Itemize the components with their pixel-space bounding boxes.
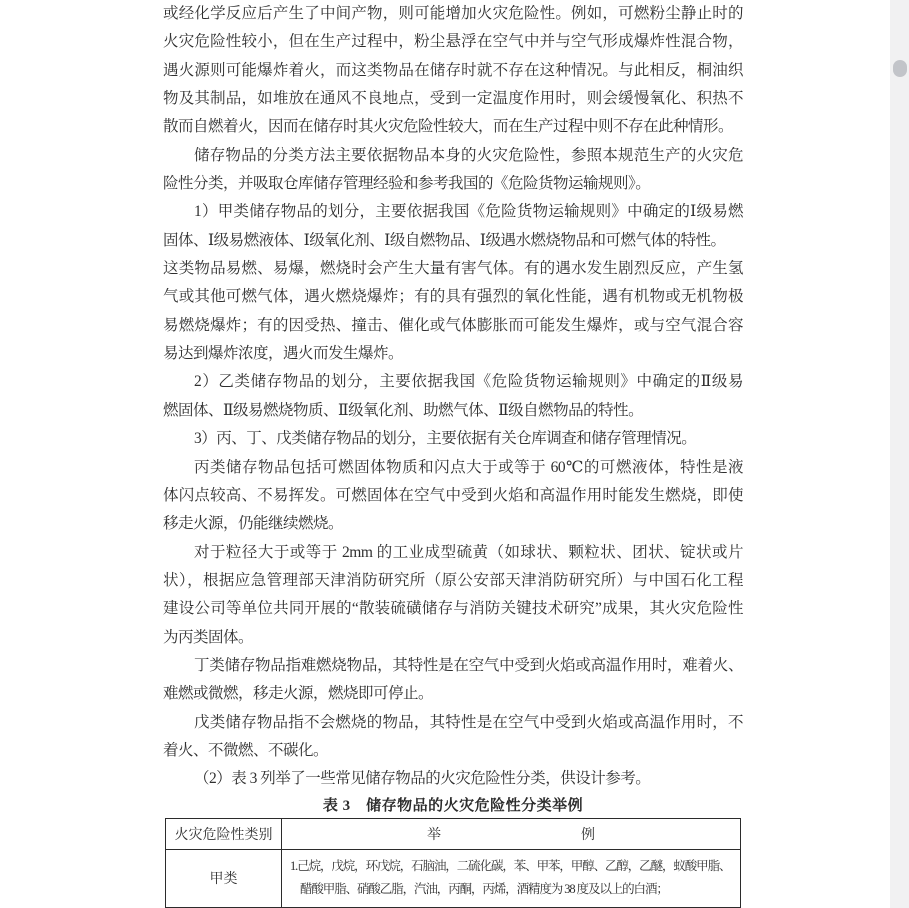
scrollbar-track[interactable]: [890, 0, 909, 908]
body-text-line: 1）甲类储存物品的划分，主要依据我国《危险货物运输规则》中确定的Ⅰ级易燃: [194, 203, 743, 221]
body-text-line: 火灾危险性较小，但在生产过程中，粉尘悬浮在空气中并与空气形成爆炸性混合物，: [163, 33, 743, 51]
body-text-line: 丁类储存物品指难燃烧物品，其特性是在空气中受到火焰或高温作用时，难着火、: [194, 656, 743, 674]
body-text-line: 或经化学反应后产生了中间产物，则可能增加火灾危险性。例如，可燃粉尘静止时的: [163, 5, 743, 22]
examples-header-char-right: 例: [581, 827, 595, 843]
body-text-line: 3）丙、丁、戊类储存物品的划分，主要依据有关仓库调查和储存管理情况。: [194, 430, 697, 448]
examples-cell-line: 醋酸甲脂、硝酸乙脂，汽油，丙酮，丙烯，酒精度为 38 度及以上的白酒；: [300, 882, 668, 897]
table-caption: 表 3 储存物品的火灾危险性分类举例: [322, 797, 584, 814]
category-cell: 甲类: [166, 849, 282, 907]
body-text-line: 移走火源，仍能继续燃烧。: [163, 515, 344, 533]
table-header: [166, 818, 741, 849]
examples-header-text: [283, 824, 739, 844]
document-page: [163, 0, 743, 908]
table-header-row: [166, 818, 741, 849]
body-text-line: 固体、Ⅰ级易燃液体、Ⅰ级氧化剂、Ⅰ级自燃物品、Ⅰ级遇水燃烧物品和可燃气体的特性。: [163, 231, 726, 249]
body-text-line: 易达到爆炸浓度，遇火而发生爆炸。: [163, 345, 404, 363]
body-text-line: （2）表 3 列举了一些常见储存物品的火灾危险性分类，供设计参考。: [194, 770, 651, 788]
body-text-line: 难燃或微燃，移走火源，燃烧即可停止。: [163, 685, 434, 703]
body-text-line: 散而自燃着火，因而在储存时其火灾危险性较大，而在生产过程中则不存在此种情形。: [163, 118, 734, 136]
header-cell-examples: [282, 818, 741, 849]
table-row: [166, 849, 741, 907]
body-text-line: 丙类储存物品包括可燃固体物质和闪点大于或等于 60℃的可燃液体，特性是液: [194, 458, 743, 476]
body-text-line: 燃固体、Ⅱ级易燃烧物质、Ⅱ级氧化剂、助燃气体、Ⅱ级自燃物品的特性。: [163, 401, 644, 419]
body-text-line: 易燃烧爆炸；有的因受热、撞击、催化或气体膨胀而可能发生爆炸，或与空气混合容: [163, 316, 743, 334]
table-body: [166, 849, 741, 907]
examples-cell-line: 1.己烷，戊烷，环戊烷，石脑油，二硫化碳，苯、甲苯，甲醇、乙醇，乙醚，蚁酸甲脂、: [290, 859, 731, 874]
body-text-line: 体闪点较高、不易挥发。可燃固体在空气中受到火焰和高温作用时能发生燃烧，即使: [163, 486, 743, 504]
body-text-line: 这类物品易燃、易爆，燃烧时会产生大量有害气体。有的遇水发生剧烈反应，产生氢: [163, 260, 743, 278]
body-text-line: 物及其制品，如堆放在通风不良地点，受到一定温度作用时，则会缓慢氧化、积热不: [163, 90, 743, 108]
examples-cell: [282, 849, 741, 907]
body-text-line: 气或其他可燃气体，遇火燃烧爆炸；有的具有强烈的氧化性能，遇有机物或无机物极: [163, 288, 743, 306]
body-text-line: 遇火源则可能爆炸着火，而这类物品在储存时就不存在这种情况。与此相反，桐油织: [163, 61, 743, 79]
body-text-line: 状），根据应急管理部天津消防研究所（原公安部天津消防研究所）与中国石化工程: [163, 571, 743, 589]
header-cell-category: 火灾危险性类别: [166, 818, 282, 849]
body-text-line: 建设公司等单位共同开展的“散装硫磺储存与消防关键技术研究”成果，其火灾危险性: [163, 600, 743, 618]
body-text: [163, 0, 743, 794]
fire-hazard-classification-table: [165, 818, 741, 908]
body-text-line: 戊类储存物品指不会燃烧的物品，其特性是在空气中受到火焰或高温作用时，不: [194, 713, 743, 731]
scrollbar-thumb[interactable]: [893, 60, 907, 77]
body-text-line: 2）乙类储存物品的划分，主要依据我国《危险货物运输规则》中确定的Ⅱ级易: [194, 373, 743, 391]
body-text-line: 储存物品的分类方法主要依据物品本身的火灾危险性，参照本规范生产的火灾危: [194, 146, 743, 164]
body-text-line: 着火、不微燃、不碳化。: [163, 741, 329, 759]
body-text-line: 为丙类固体。: [163, 628, 254, 646]
body-text-line: 险性分类，并吸取仓库储存管理经验和参考我国的《危险货物运输规则》。: [163, 175, 651, 193]
body-text-line: 对于粒径大于或等于 2mm 的工业成型硫黄（如球状、颗粒状、团状、锭状或片: [194, 543, 743, 561]
examples-header-char-left: 举: [427, 827, 441, 843]
